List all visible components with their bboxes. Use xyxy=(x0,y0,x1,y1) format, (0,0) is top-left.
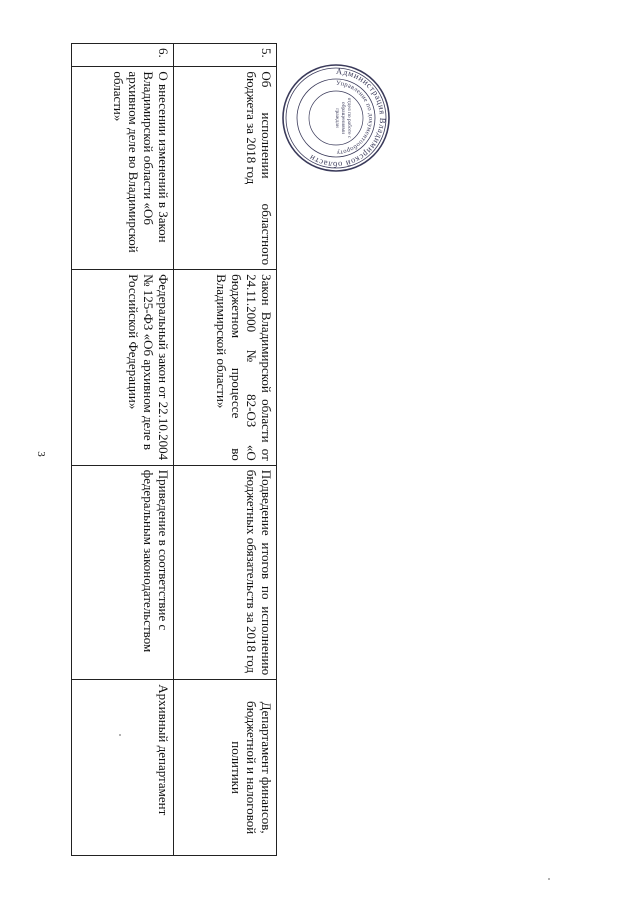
page-number: 3 xyxy=(34,451,47,457)
legal-basis: Закон Владимирской области от 24.11.2000 № 82-ОЗ «О бюджетном процессе во Владимирской области» xyxy=(174,270,277,466)
justification: Подведение итогов по исполнению бюджетных обязательств за 2018 год xyxy=(174,465,277,679)
legislative-plan-table xyxy=(71,43,277,856)
table-row xyxy=(72,44,174,856)
row-number: 5. xyxy=(174,44,277,67)
justification: Приведение в соответствие с федеральным законодательством xyxy=(72,465,174,679)
bill-title: Об исполнении областного бюджета за 2018 год xyxy=(174,67,277,270)
scan-speck xyxy=(548,878,550,880)
official-seal xyxy=(280,62,392,174)
seal-center-text: отдел по работе с обращениями граждан xyxy=(334,97,352,139)
legal-basis: Федеральный закон от 22.10.2004 № 125-ФЗ «Об архивном деле в Российской Федерации» xyxy=(72,270,174,466)
responsible-department: Архивный департамент xyxy=(72,680,174,856)
responsible-department: Департамент финансов, бюджетной и налоговой политики xyxy=(174,680,277,856)
bill-title: О внесении изменений в Закон Владимирской области «Об архивном деле во Владимирской области» xyxy=(72,67,174,270)
seal-inner-text: Управление по документообороту xyxy=(335,79,375,157)
scan-speck xyxy=(119,734,121,736)
seal-outer-text: Администрация Владимирской области xyxy=(306,65,389,171)
row-number: 6. xyxy=(72,44,174,67)
table-row xyxy=(174,44,277,856)
